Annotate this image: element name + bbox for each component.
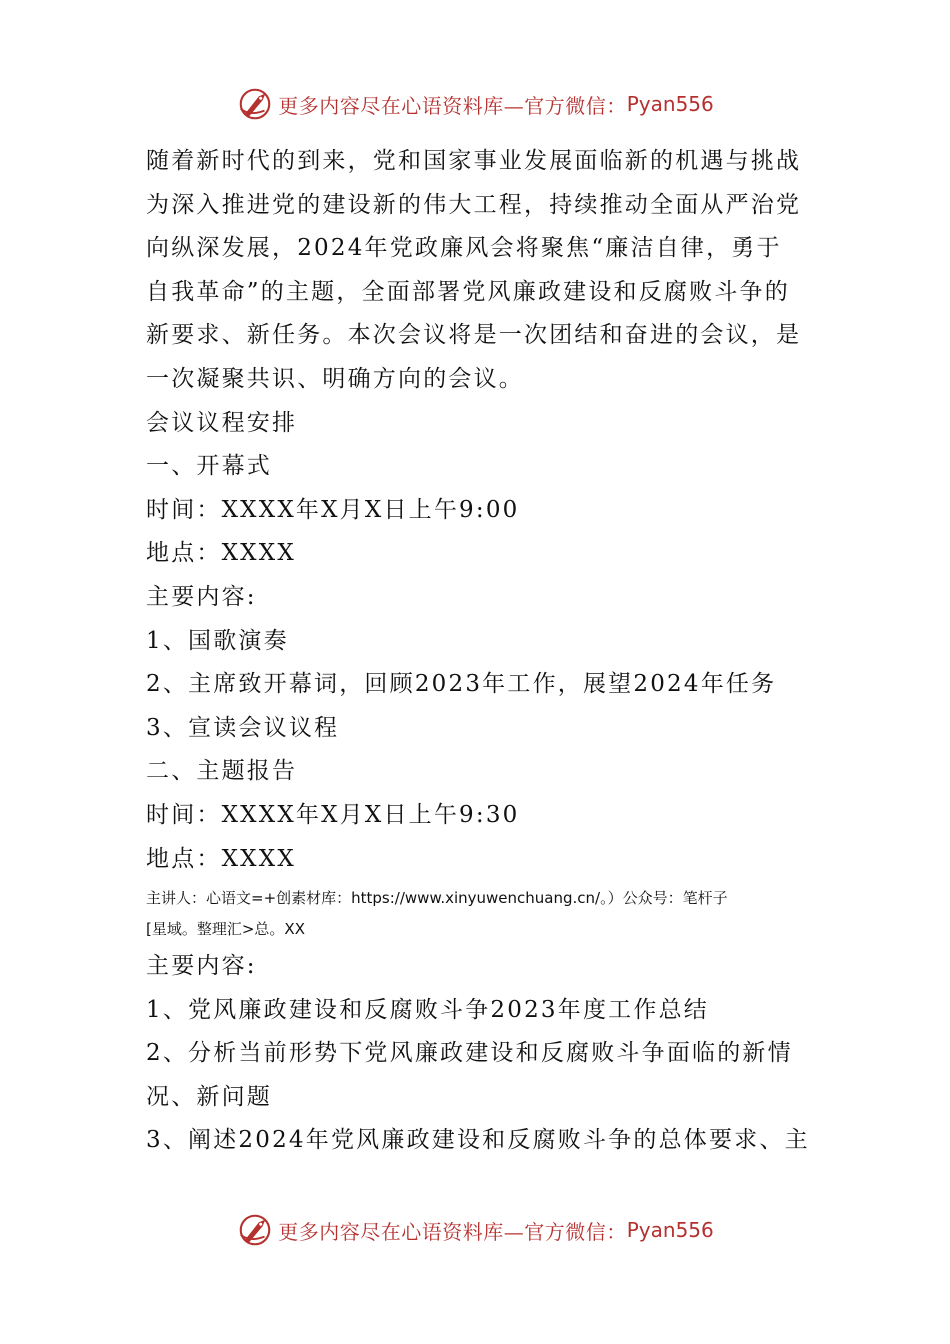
intro-line: 自我革命”的主题，全面部署党风廉政建设和反腐败斗争的 bbox=[146, 278, 790, 305]
opening-item: 1、国歌演奏 bbox=[146, 627, 289, 654]
report-item: 况、新问题 bbox=[146, 1083, 272, 1110]
report-place: 地点：XXXX bbox=[146, 845, 296, 872]
pen-nib-circle-icon bbox=[236, 85, 274, 123]
intro-line: 为深入推进党的建设新的伟大工程，持续推动全面从严治党 bbox=[146, 191, 802, 218]
opening-section-title: 一、开幕式 bbox=[146, 453, 272, 480]
agenda-heading: 会议议程安排 bbox=[146, 409, 298, 436]
opening-time: 时间：XXXX年X月X日上午9:00 bbox=[146, 496, 520, 523]
pen-nib-circle-icon bbox=[236, 1211, 274, 1249]
banner-text: 更多内容尽在心语资料库—官方微信： bbox=[278, 1219, 627, 1244]
intro-line: 一次凝聚共识、明确方向的会议。 bbox=[146, 365, 524, 392]
banner-wechat-id: Pyan556 bbox=[626, 1218, 714, 1242]
document-body bbox=[146, 140, 816, 1163]
opening-place: 地点：XXXX bbox=[146, 540, 296, 567]
report-speaker-line: 主讲人：心语文=+创素材库：https://www.xinyuwenchuang.cn/。）公众号：笔杆子 bbox=[146, 889, 728, 908]
report-speaker-line: [星域。整理汇>总。XX bbox=[146, 920, 305, 939]
report-content-label: 主要内容: bbox=[146, 953, 257, 980]
header-banner bbox=[0, 82, 950, 126]
opening-content-label: 主要内容: bbox=[146, 583, 257, 610]
intro-line: 新要求、新任务。本次会议将是一次团结和奋进的会议，是 bbox=[146, 322, 802, 349]
report-item: 3、阐述2024年党风廉政建设和反腐败斗争的总体要求、主 bbox=[146, 1127, 810, 1154]
opening-item: 2、主席致开幕词，回顾2023年工作，展望2024年任务 bbox=[146, 671, 777, 698]
intro-line: 向纵深发展，2024年党政廉风会将聚焦“廉洁自律，勇于 bbox=[146, 235, 782, 262]
footer-banner bbox=[0, 1208, 950, 1252]
report-item: 1、党风廉政建设和反腐败斗争2023年度工作总结 bbox=[146, 996, 709, 1023]
report-section-title: 二、主题报告 bbox=[146, 758, 298, 785]
report-time: 时间：XXXX年X月X日上午9:30 bbox=[146, 801, 520, 828]
report-item: 2、分析当前形势下党风廉政建设和反腐败斗争面临的新情 bbox=[146, 1040, 793, 1067]
opening-item: 3、宣读会议议程 bbox=[146, 714, 340, 741]
banner-wechat-id: Pyan556 bbox=[626, 92, 714, 116]
banner-text: 更多内容尽在心语资料库—官方微信： bbox=[278, 93, 627, 118]
intro-line: 随着新时代的到来，党和国家事业发展面临新的机遇与挑战 bbox=[146, 148, 802, 174]
